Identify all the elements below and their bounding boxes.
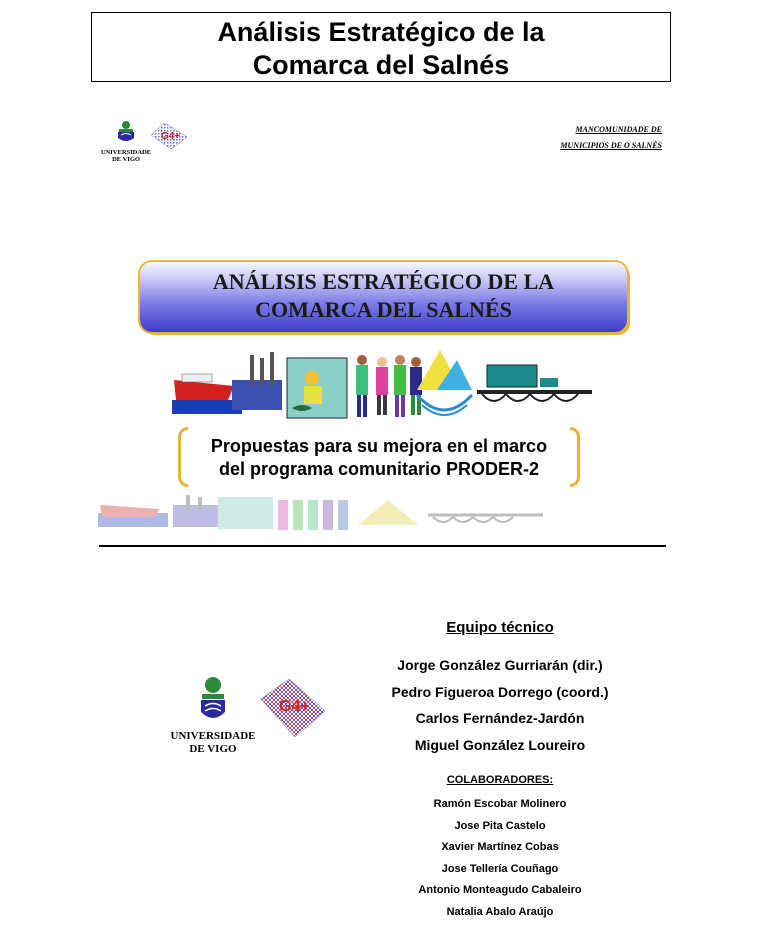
mancomunidad-line-2: MUNICIPIOS DE O SALNÉS	[560, 141, 662, 150]
title-banner	[140, 262, 627, 332]
left-bracket-decoration	[178, 427, 188, 487]
right-bracket-decoration	[570, 427, 580, 487]
sailboat-icon	[417, 350, 472, 415]
fishing-icon	[287, 358, 347, 418]
g4-logo-large-icon	[259, 677, 327, 739]
ship-icon	[172, 374, 242, 414]
banner-line-1: ANÁLISIS ESTRATÉGICO DE LA	[212, 269, 555, 294]
team-section	[350, 618, 650, 923]
section-divider	[99, 545, 666, 547]
people-icon	[356, 355, 422, 417]
proposal-line-2: del programa comunitario PRODER-2	[218, 459, 540, 479]
university-name-line-2: DE VIGO	[189, 743, 237, 755]
g4-logo-small-icon	[149, 121, 189, 151]
team-member: Pedro Figueroa Dorrego (coord.)	[391, 683, 609, 700]
g4-large-text: G4+	[279, 698, 310, 715]
university-crest-large-icon	[196, 675, 230, 725]
train-bridge-icon	[477, 365, 592, 401]
comarca-collage-faded-image	[98, 495, 543, 540]
collaborator: Ramón Escobar Molinero	[433, 798, 567, 810]
mancomunidad-line-1: MANCOMUNIDADE DE	[575, 125, 662, 134]
mancomunidad-label	[560, 122, 662, 154]
collaborator: Xavier Martínez Cobas	[441, 841, 559, 853]
university-name-line-1: UNIVERSIDADE	[170, 730, 256, 742]
title-line-1: Análisis Estratégico de la	[217, 17, 545, 47]
collaborator: Antonio Monteagudo Cabaleiro	[418, 884, 582, 896]
proposal-line-1: Propuestas para su mejora en el marco	[210, 436, 548, 456]
university-logo-small	[97, 120, 155, 163]
document-title	[91, 12, 671, 82]
team-member: Miguel González Loureiro	[414, 736, 586, 753]
proposal-subtitle	[178, 427, 580, 491]
g4-small-text: G4+	[161, 131, 181, 142]
title-line-2: Comarca del Salnés	[252, 50, 510, 80]
collaborator: Natalia Abalo Araújo	[446, 905, 554, 918]
collaborator: Jose Pita Castelo	[454, 819, 546, 832]
team-heading: Equipo técnico	[446, 619, 554, 636]
team-member: Jorge González Gurriarán (dir.)	[397, 657, 603, 673]
factory-icon	[232, 352, 282, 410]
university-name-small: UNIVERSIDADE DE VIGO	[100, 149, 152, 163]
collaborators-heading: COLABORADORES:	[446, 774, 554, 786]
collaborator: Jose Tellería Couñago	[441, 862, 559, 875]
team-member: Carlos Fernández-Jardón	[415, 710, 585, 726]
banner-line-2: COMARCA DEL SALNÉS	[255, 297, 512, 322]
comarca-collage-image	[172, 350, 592, 430]
university-logo-large	[168, 675, 258, 756]
university-crest-icon	[115, 120, 137, 144]
